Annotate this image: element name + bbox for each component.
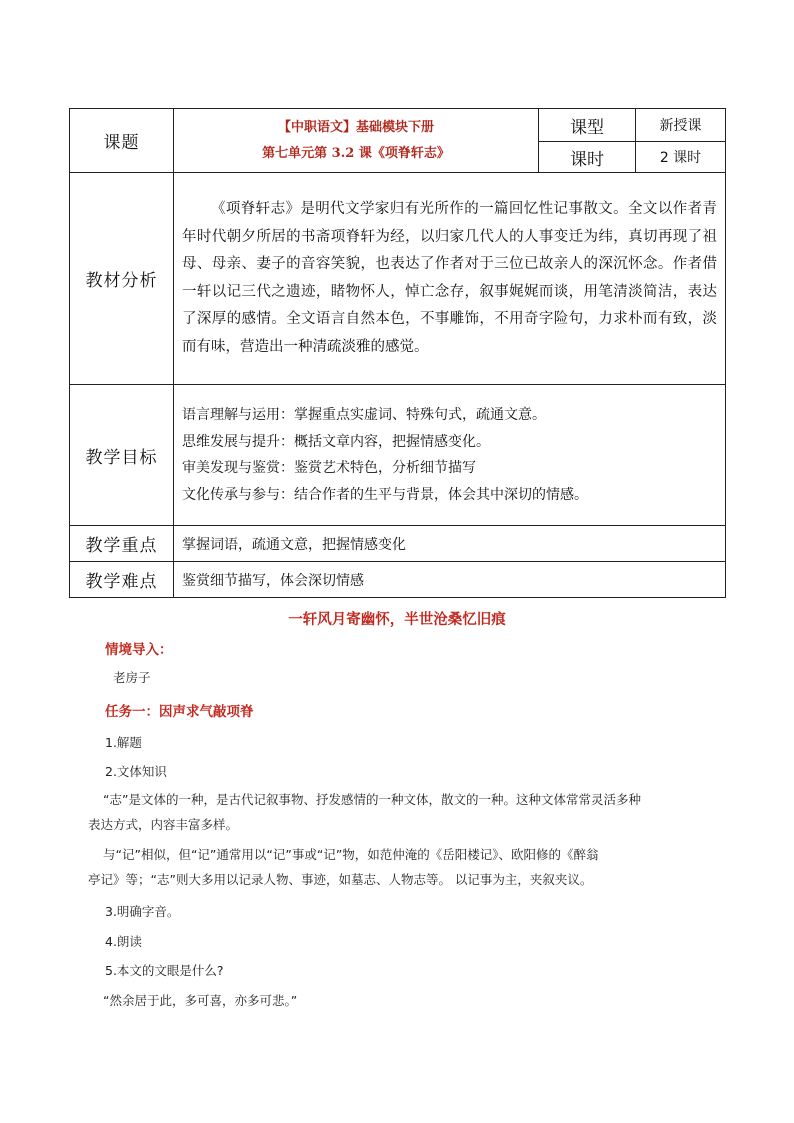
paragraph-2-line-2: 亭记》等；“志”则大多用以记录人物、事迹，如墓志、人物志等。 以记事为主，夹叙夹议。 <box>88 872 593 887</box>
goals-label: 教学目标 <box>70 385 174 526</box>
goal-item: 文化传承与参与：结合作者的生平与背景，体会其中深切的情感。 <box>182 486 588 503</box>
class-hours-value: 2 课时 <box>636 142 726 173</box>
list-item-5: 5.本文的文眼是什么? <box>105 963 224 978</box>
paragraph-2-line-1: 与“记”相似，但“记”通常用以“记”事或“记”物，如范仲淹的《岳阳楼记》、欧阳修的《醉翁 <box>103 847 599 862</box>
difficult-point-label: 教学难点 <box>70 562 174 598</box>
key-point-value: 掌握词语，疏通文意，把握情感变化 <box>174 526 726 562</box>
paragraph-1-line-1: “志”是文体的一种，是古代记叙事物、抒发感情的一种文体，散文的一种。这种文体常常灵活多种 <box>103 792 641 807</box>
goal-item: 语言理解与运用：掌握重点实虚词、特殊句式，疏通文意。 <box>182 407 546 423</box>
quote-text: “然余居于此，多可喜，亦多可悲。” <box>103 993 298 1008</box>
analysis-label: 教材分析 <box>70 173 174 385</box>
course-title-line2: 第七单元第 3.2 课《项脊轩志》 <box>262 145 450 161</box>
list-item-1: 1.解题 <box>105 735 142 750</box>
difficult-point-value: 鉴赏细节描写，体会深切情感 <box>174 562 726 598</box>
list-item-3: 3.明确字音。 <box>105 904 180 919</box>
goal-item: 审美发现与鉴赏：鉴赏艺术特色，分析细节描写 <box>182 460 476 476</box>
course-title-line1: 【中职语文】基础模块下册 <box>277 119 434 135</box>
goals-list <box>174 385 726 526</box>
topic-label: 课题 <box>70 109 174 173</box>
goal-item: 思维发展与提升：概括文章内容，把握情感变化。 <box>182 433 490 450</box>
intro-title: 情境导入： <box>105 642 173 658</box>
analysis-text: 《项脊轩志》是明代文学家归有光所作的一篇回忆性记事散文。全文以作者青年时代朝夕所居的书斋项脊轩为经，以归家几代人的人事变迁为纬，真切再现了祖母、母亲、妻子的音容笑貌，也表达了作者对于三位已故亲人的深沉怀念。作者借一轩以记三代之遗迹，睹物怀人，悼亡念存，叙事娓娓而谈，用笔清淡简洁，表达了深厚的感情。全文语言自然本色，不事雕饰，不用奇字险句，力求朴而有致，淡而有味，营造出一种清疏淡雅的感觉。 <box>174 173 726 385</box>
intro-text: 老房子 <box>113 670 151 685</box>
section-heading: 一轩风月寄幽怀，半世沧桑忆旧痕 <box>288 611 506 628</box>
list-item-4: 4.朗读 <box>105 934 142 949</box>
class-hours-label: 课时 <box>539 142 636 173</box>
paragraph-1-line-2: 表达方式，内容丰富多样。 <box>88 817 239 832</box>
task1-title: 任务一：因声求气敲项脊 <box>105 704 254 720</box>
lesson-plan-table <box>69 108 726 598</box>
lesson-type-value: 新授课 <box>636 109 726 142</box>
course-title-cell <box>174 109 539 173</box>
list-item-2: 2.文体知识 <box>105 764 167 779</box>
lesson-type-label: 课型 <box>539 109 636 142</box>
key-point-label: 教学重点 <box>70 526 174 562</box>
